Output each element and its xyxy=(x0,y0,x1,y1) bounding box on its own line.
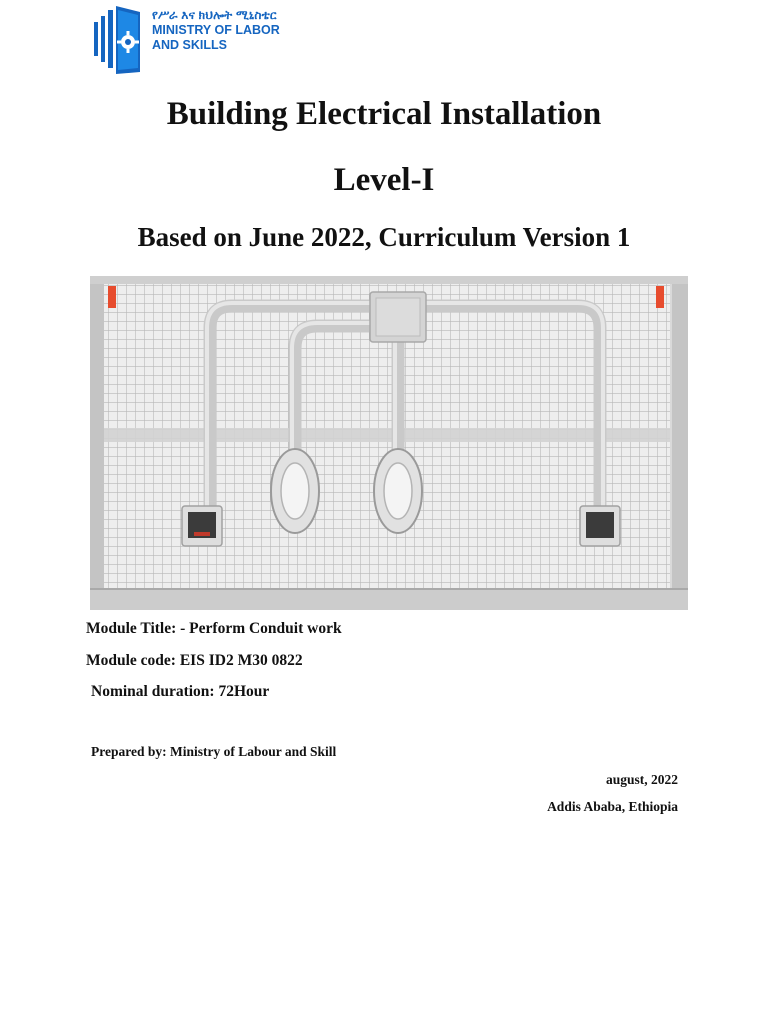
prepared-by: Prepared by: Ministry of Labour and Skill xyxy=(91,744,337,759)
publication-location: Addis Ababa, Ethiopia xyxy=(547,799,678,814)
module-code: Module code: EIS ID2 M30 0822 xyxy=(86,652,303,669)
module-title: Module Title: - Perform Conduit work xyxy=(86,620,342,637)
ministry-logo xyxy=(94,2,284,76)
publication-date: august, 2022 xyxy=(605,772,678,787)
logo-line-2: AND SKILLS xyxy=(152,38,227,52)
nominal-duration: Nominal duration: 72Hour xyxy=(91,683,270,700)
document-level: Level-I xyxy=(333,162,435,198)
ministry-gear-book-icon xyxy=(94,2,150,76)
logo-line-1: MINISTRY OF LABOR xyxy=(152,23,280,37)
logo-amharic-text: የሥራ እና ክህሎት ሚኒስቴር xyxy=(152,8,277,22)
document-title: Building Electrical Installation xyxy=(166,96,602,132)
conduit-installation-photo xyxy=(90,276,688,610)
curriculum-basis: Based on June 2022, Curriculum Version 1 xyxy=(137,222,631,252)
logo-wordmark xyxy=(152,8,280,53)
